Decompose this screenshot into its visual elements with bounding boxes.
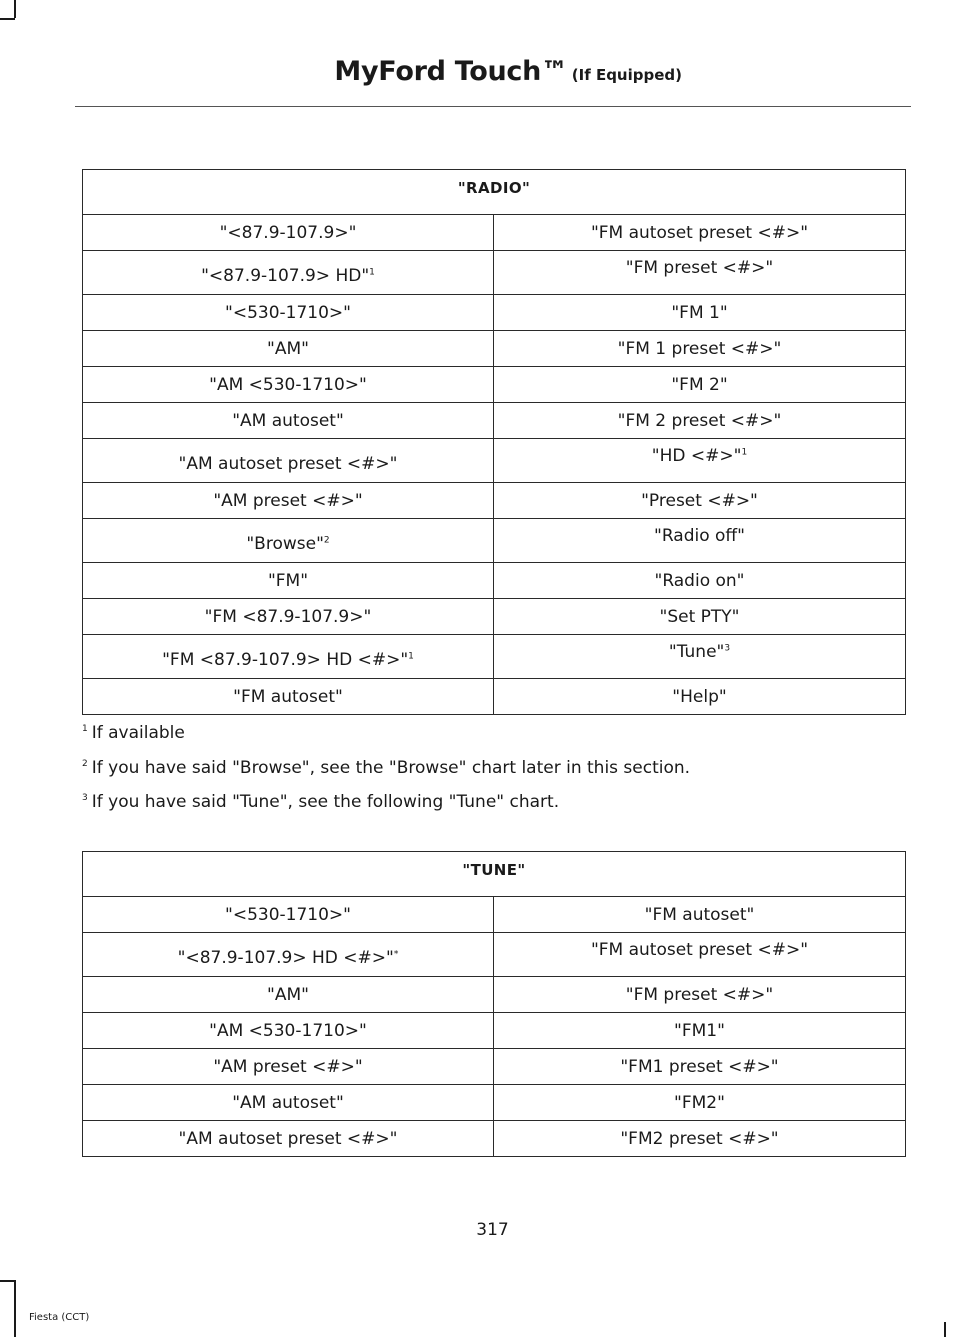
cell-text: "FM <87.9-107.9>" [204,606,372,627]
table-cell-left [83,635,494,679]
table-row [83,1085,906,1121]
table-cell-right [494,1085,906,1121]
cell-text: "FM 2 preset <#>" [617,410,782,431]
table-header-row [83,170,906,215]
footnote-marker: * [393,948,399,959]
table-cell-left [83,439,494,483]
table-row [83,331,906,367]
tune-commands-table [82,851,906,1157]
table-row [83,1013,906,1049]
table-cell-left [83,563,494,599]
table-cell-left [83,1049,494,1085]
radio-table-heading: "RADIO" [83,170,906,215]
table-cell-right [494,519,906,563]
cell-text: "AM preset <#>" [213,1056,363,1077]
table-cell-left [83,1085,494,1121]
cell-text: "AM autoset" [232,1092,344,1113]
footer-model-name: Fiesta (CCT) [29,1312,90,1323]
table-cell-right [494,897,906,933]
footnote-marker: 3 [724,642,731,653]
table-cell-left [83,295,494,331]
table-cell-left [83,215,494,251]
table-cell-right [494,933,906,977]
table-cell-right [494,331,906,367]
cell-text: "AM <530-1710>" [209,374,367,395]
table-cell-right [494,977,906,1013]
table-cell-left [83,977,494,1013]
table-cell-left [83,403,494,439]
cell-text: "FM1 preset <#>" [620,1056,779,1077]
cell-text: "AM" [267,984,309,1005]
cell-text: "FM 1" [671,302,728,323]
cell-text: "FM1" [674,1020,725,1041]
table-cell-right [494,635,906,679]
cell-text: "FM2" [674,1092,725,1113]
cell-text: "Tune" [668,641,725,662]
table-cell-left [83,897,494,933]
cell-text: "<87.9-107.9> HD" [201,265,370,286]
footnote-text: If you have said "Tune", see the following "Tune" chart. [91,792,560,812]
cell-text: "AM autoset preset <#>" [178,1128,398,1149]
cell-text: "<530-1710>" [225,302,351,323]
tune-table-body [83,897,906,1157]
cell-text: "Radio on" [654,570,745,591]
footnote-marker: 2 [82,758,88,769]
table-cell-right [494,215,906,251]
radio-commands-table [82,169,906,715]
table-cell-left [83,679,494,715]
footnote-marker: 1 [82,724,88,735]
cell-text: "FM 1 preset <#>" [617,338,782,359]
crop-mark-top-left [14,0,16,18]
cell-text: "AM autoset" [232,410,344,431]
table-header-row [83,852,906,897]
table-row [83,635,906,679]
cell-text: "<87.9-107.9>" [219,222,357,243]
table-cell-right [494,1049,906,1085]
cell-text: "Radio off" [654,525,745,546]
table-row [83,483,906,519]
cell-text: "AM autoset preset <#>" [178,453,398,474]
table-row [83,251,906,295]
table-row [83,897,906,933]
footnote-item [82,751,690,786]
crop-mark-bottom-left-horizontal [0,1280,15,1282]
table-cell-left [83,933,494,977]
cell-text: "Browse" [246,533,324,554]
table-cell-left [83,483,494,519]
cell-text: "FM autoset preset <#>" [590,222,809,243]
table-row [83,599,906,635]
table-row [83,215,906,251]
table-row [83,1121,906,1157]
table-cell-left [83,331,494,367]
footnote-item [82,785,690,820]
header-title-text: MyFord Touch™ [334,56,568,87]
cell-text: "AM preset <#>" [213,490,363,511]
table-cell-right [494,295,906,331]
footnote-marker: 3 [82,793,88,804]
table-row [83,403,906,439]
table-row [83,563,906,599]
cell-text: "Preset <#>" [641,490,758,511]
table-cell-right [494,403,906,439]
crop-mark-bottom-left [14,1280,16,1337]
table-cell-right [494,483,906,519]
page-header-title [334,56,682,87]
cell-text: "FM preset <#>" [625,984,774,1005]
table-row [83,519,906,563]
table-cell-left [83,599,494,635]
footnote-marker: 1 [408,650,414,661]
page-number: 317 [476,1220,509,1240]
table-cell-left [83,1121,494,1157]
cell-text: "FM autoset" [644,904,755,925]
table-cell-left [83,519,494,563]
footnote-item [82,716,690,751]
table-cell-right [494,679,906,715]
cell-text: "Help" [672,686,727,707]
table-row [83,1049,906,1085]
header-divider [75,106,911,107]
table-row [83,295,906,331]
table-cell-right [494,367,906,403]
footnote-marker: 2 [323,534,330,545]
cell-text: "FM preset <#>" [625,257,774,278]
table-cell-right [494,599,906,635]
table-cell-right [494,563,906,599]
table-row [83,933,906,977]
footnote-text: If you have said "Browse", see the "Browse" chart later in this section. [91,757,691,778]
cell-text: "FM <87.9-107.9> HD <#>" [162,649,409,670]
cell-text: "<530-1710>" [225,904,351,925]
cell-text: "AM <530-1710>" [209,1020,367,1041]
table-cell-right [494,251,906,295]
table-cell-left [83,367,494,403]
table-cell-left [83,1013,494,1049]
header-title-suffix: (If Equipped) [571,66,682,84]
cell-text: "FM 2" [671,374,728,395]
cell-text: "FM autoset preset <#>" [590,939,809,960]
table-row [83,439,906,483]
crop-mark-bottom-right [944,1322,946,1337]
cell-text: "AM" [267,338,309,359]
cell-text: "<87.9-107.9> HD <#>" [177,947,394,968]
table-cell-right [494,1013,906,1049]
footnote-text: If available [91,723,185,743]
table-row [83,367,906,403]
cell-text: "Set PTY" [659,606,740,627]
crop-mark-top-left-horizontal [0,18,15,20]
radio-table-body [83,215,906,715]
footnote-marker: 1 [369,266,375,277]
tune-table-heading: "TUNE" [83,852,906,897]
cell-text: "HD <#>" [651,445,742,466]
cell-text: "FM autoset" [233,686,343,707]
footnotes [82,716,690,820]
cell-text: "FM" [267,570,309,591]
footnote-marker: 1 [741,446,748,457]
table-cell-right [494,439,906,483]
table-row [83,977,906,1013]
table-cell-right [494,1121,906,1157]
table-cell-left [83,251,494,295]
table-row [83,679,906,715]
cell-text: "FM2 preset <#>" [620,1128,779,1149]
